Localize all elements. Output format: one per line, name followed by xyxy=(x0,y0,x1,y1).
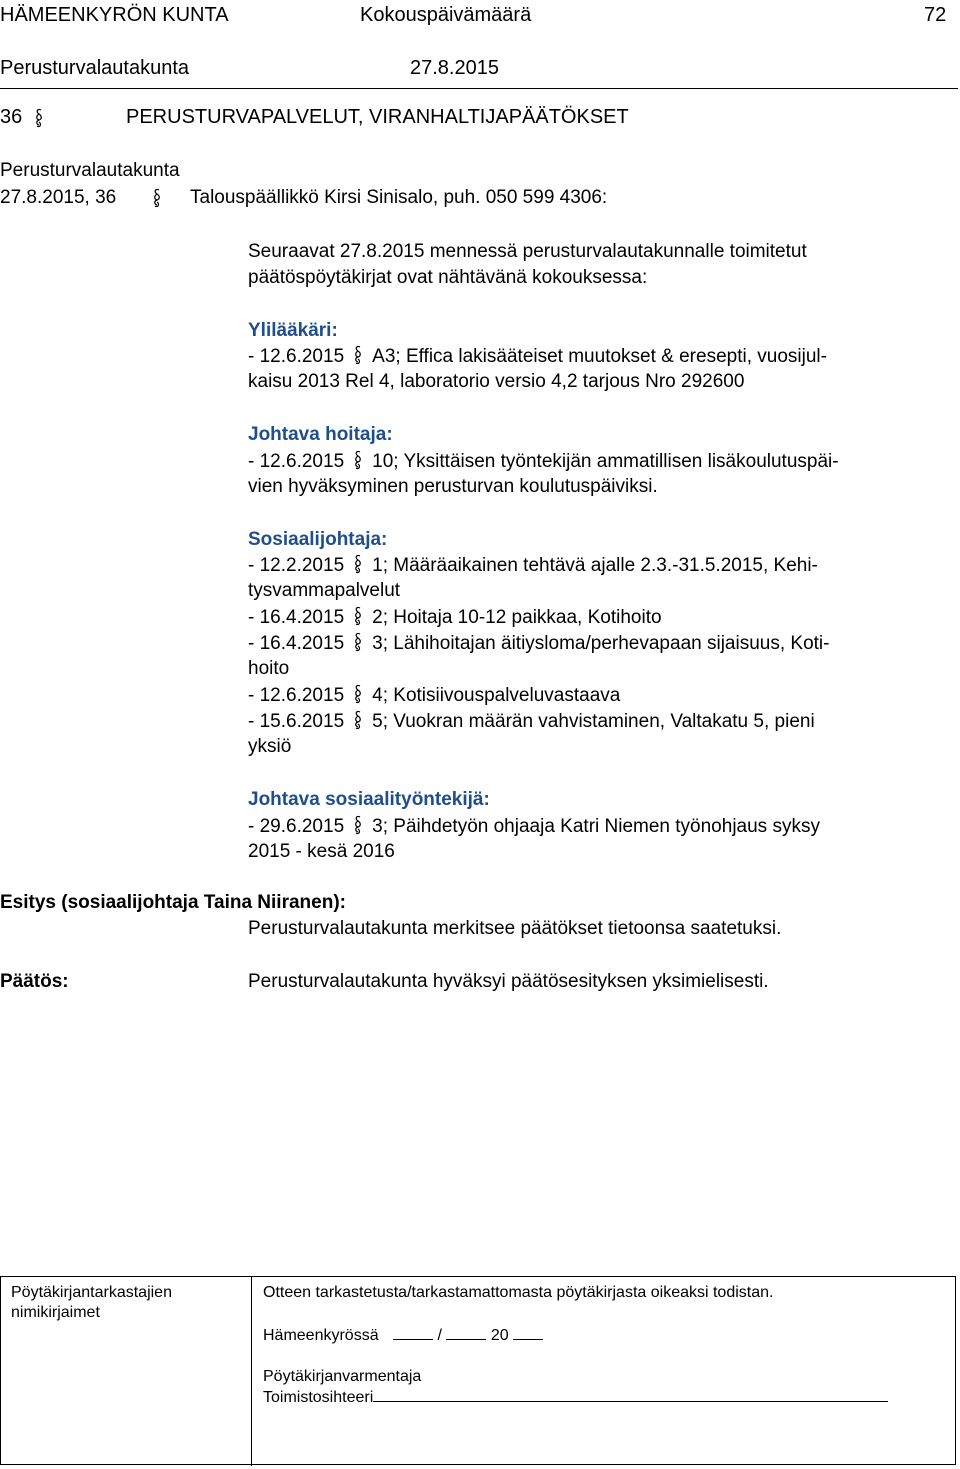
entry-text: 1; Määräaikainen tehtävä ajalle 2.3.-31.5.2015, Kehi- xyxy=(372,555,818,576)
section-heading-johtava-sosiaalityontekija: Johtava sosiaalityöntekijä: xyxy=(248,789,490,810)
signature-box xyxy=(0,1276,956,1465)
page-number: 72 xyxy=(924,4,947,26)
entry-text: 4; Kotisiivouspalveluvastaava xyxy=(372,685,621,706)
decision-entry xyxy=(248,345,827,368)
intro-line-2: päätöspöytäkirjat ovat nähtävänä kokouksessa: xyxy=(248,267,648,288)
section-heading-ylilaakari: Ylilääkäri: xyxy=(248,320,338,341)
section-sign-icon xyxy=(354,632,362,652)
entry-text: 10; Yksittäisen työntekijän ammatillisen lisäkoulutuspäi- xyxy=(372,451,839,472)
section-sign-icon xyxy=(354,450,362,470)
decision-entry xyxy=(248,554,818,577)
initials-label-1: Pöytäkirjantarkastajien xyxy=(11,1284,172,1301)
place-name: Hämeenkyrössä xyxy=(263,1327,379,1344)
item-number: 36 xyxy=(0,106,23,128)
place-date-line xyxy=(263,1325,543,1346)
decision-entry xyxy=(248,632,829,655)
history-ref-date: 27.8.2015, 36 xyxy=(0,187,117,208)
initials-label-2: nimikirjaimet xyxy=(11,1304,100,1321)
org-name: HÄMEENKYRÖN KUNTA xyxy=(0,4,229,26)
history-preparer: Talouspäällikkö Kirsi Sinisalo, puh. 050 599 4306: xyxy=(190,187,608,208)
proposal-text: Perusturvalautakunta merkitsee päätökset tietoonsa saatetuksi. xyxy=(248,918,782,939)
signature-box-divider xyxy=(251,1277,252,1466)
section-sign-icon xyxy=(354,815,362,835)
month-blank xyxy=(446,1325,486,1340)
board-name: Perusturvalautakunta xyxy=(0,57,190,79)
day-blank xyxy=(393,1325,433,1340)
entry-text-continued: hoito xyxy=(248,658,290,679)
decision-label: Päätös: xyxy=(0,971,69,992)
history-board: Perusturvalautakunta xyxy=(0,160,180,181)
entry-text: A3; Effica lakisääteiset muutokset & eresepti, vuosijul- xyxy=(372,346,827,367)
entry-text-continued: vien hyväksyminen perusturvan koulutuspäiviksi. xyxy=(248,476,658,497)
year-prefix: 20 xyxy=(490,1327,509,1344)
entry-date: - 12.6.2015 xyxy=(248,685,345,706)
decision-entry xyxy=(248,815,820,838)
entry-text-continued: tysvammapalvelut xyxy=(248,580,401,601)
entry-date: - 16.4.2015 xyxy=(248,633,345,654)
entry-date: - 12.2.2015 xyxy=(248,555,345,576)
verifier-label: Pöytäkirjanvarmentaja xyxy=(263,1368,422,1385)
section-sign-icon xyxy=(354,606,362,626)
date-label: Kokouspäivämäärä xyxy=(360,4,532,26)
section-sign-icon xyxy=(35,108,43,128)
meeting-date: 27.8.2015 xyxy=(410,57,499,79)
entry-text: 3; Päihdetyön ohjaaja Katri Niemen työnohjaus syksy xyxy=(372,816,820,837)
entry-text-continued: 2015 - kesä 2016 xyxy=(248,841,395,862)
entry-text: 3; Lähihoitajan äitiysloma/perhevapaan sijaisuus, Koti- xyxy=(372,633,830,654)
header-rule xyxy=(0,88,958,89)
entry-text-continued: yksiö xyxy=(248,736,292,757)
year-blank xyxy=(513,1325,543,1340)
proposal-label: Esitys (sosiaalijohtaja Taina Niiranen): xyxy=(0,892,346,913)
office-secretary-line xyxy=(263,1387,888,1408)
decision-entry xyxy=(248,684,620,707)
section-sign-icon xyxy=(354,684,362,704)
certification-text: Otteen tarkastetusta/tarkastamattomasta pöytäkirjasta oikeaksi todistan. xyxy=(263,1284,774,1301)
entry-text: 5; Vuokran määrän vahvistaminen, Valtakatu 5, pieni xyxy=(372,711,815,732)
section-sign-icon xyxy=(354,554,362,574)
entry-date: - 29.6.2015 xyxy=(248,816,345,837)
entry-text-continued: kaisu 2013 Rel 4, laboratorio versio 4,2 tarjous Nro 292600 xyxy=(248,371,745,392)
entry-date: - 15.6.2015 xyxy=(248,711,345,732)
entry-date: - 12.6.2015 xyxy=(248,346,345,367)
signature-blank xyxy=(373,1387,888,1402)
decision-entry xyxy=(248,710,815,733)
intro-line-1: Seuraavat 27.8.2015 mennessä perusturvalautakunnalle toimitetut xyxy=(248,241,807,262)
entry-date: - 16.4.2015 xyxy=(248,607,345,628)
decision-entry xyxy=(248,606,662,629)
office-secretary-label: Toimistosihteeri xyxy=(263,1389,374,1406)
entry-date: - 12.6.2015 xyxy=(248,451,345,472)
section-heading-johtava-hoitaja: Johtava hoitaja: xyxy=(248,424,393,445)
decision-text: Perusturvalautakunta hyväksyi päätösesityksen yksimielisesti. xyxy=(248,971,769,992)
section-sign-icon xyxy=(354,710,362,730)
item-title: PERUSTURVAPALVELUT, VIRANHALTIJAPÄÄTÖKSET xyxy=(126,106,629,128)
decision-entry xyxy=(248,450,839,473)
entry-text: 2; Hoitaja 10-12 paikkaa, Kotihoito xyxy=(372,607,662,628)
section-sign-icon xyxy=(153,188,161,208)
section-sign-icon xyxy=(354,345,362,365)
section-heading-sosiaalijohtaja: Sosiaalijohtaja: xyxy=(248,529,388,550)
date-slash: / xyxy=(437,1327,442,1344)
